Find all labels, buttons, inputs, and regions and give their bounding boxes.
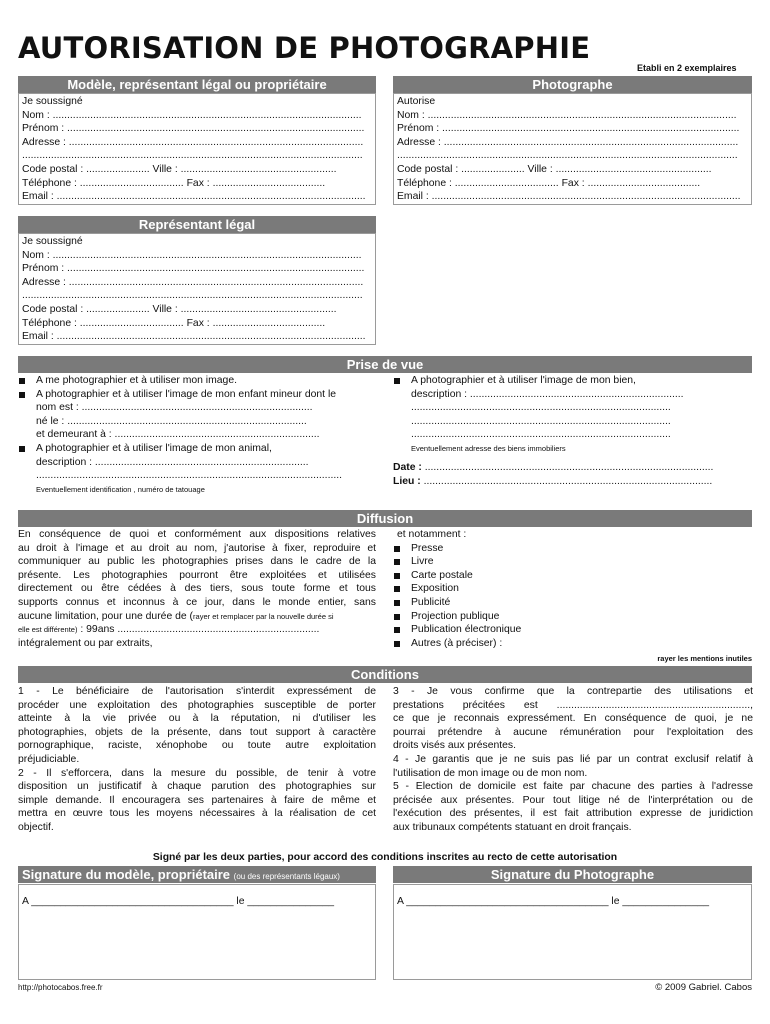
conditions-right [393, 685, 753, 837]
bullet-enfant-mineur[interactable]: A photographier et à utiliser l'image de mon enfant mineur dont le [18, 388, 378, 402]
animal-note: Eventuellement identification , numéro de tatouage [36, 484, 205, 494]
enfant-nom-field[interactable]: nom est : ................................................................................ [36, 402, 313, 414]
representant-cp-ville-field[interactable]: Code postal : ...................... Ville : ...................................................... [22, 303, 337, 315]
lieu-dots: .................................................................................................... [420, 475, 713, 487]
condition-line: 5 - Election de domicile est faite par chacune des parties à l'adresse [393, 781, 753, 793]
condition-line: droits visés aux présentes. [393, 740, 517, 752]
condition-line: disposition un justificatif à chaque parution des photographies sur [18, 781, 376, 793]
diffusion-item-exposition[interactable]: Exposition [393, 582, 753, 596]
conditions-left [18, 685, 376, 837]
modele-box [18, 93, 376, 205]
section-header-conditions: Conditions [18, 666, 752, 683]
bullet-bien[interactable]: A photographier et à utiliser l'image de mon bien, [393, 374, 753, 388]
diffusion-item-livre[interactable]: Livre [393, 555, 753, 569]
diffusion-line: directement ou être cédées à des tiers, sous toute forme et tous [18, 583, 376, 595]
condition-line: simple demande. Il encouragera ses partenaires à faire de même et [18, 794, 376, 806]
signature-agreement-text: Signé par les deux parties, pour accord des conditions inscrites au recto de cette autorisation [152, 852, 618, 863]
photographe-nom-field[interactable]: Nom : ........................................................................................................... [397, 109, 737, 121]
diffusion-item-publicite[interactable]: Publicité [393, 596, 753, 610]
prise-de-vue-right [393, 374, 753, 498]
photographe-email-field[interactable]: Email : ........................................................................................................... [397, 191, 741, 203]
representant-line: Je soussigné [22, 236, 83, 247]
photographe-line: Autorise [397, 96, 436, 107]
condition-line: atteinte à la vie privée ou à la réputation, ni d'utiliser les [18, 713, 376, 725]
bien-description4-field[interactable]: .......................................................................................... [411, 429, 671, 441]
photographe-prenom-field[interactable]: Prénom : ....................................................................................................... [397, 123, 740, 135]
representant-prenom-field[interactable]: Prénom : ....................................................................................................... [22, 263, 365, 275]
modele-cp-ville-field[interactable]: Code postal : ...................... Ville : ...................................................... [22, 163, 337, 175]
section-header-photographe: Photographe [393, 76, 752, 93]
photographe-tel-fax-field[interactable]: Téléphone : .................................... Fax : ....................................... [397, 177, 701, 189]
representant-tel-fax-field[interactable]: Téléphone : .................................... Fax : ....................................... [22, 317, 326, 329]
diffusion-list [393, 528, 753, 652]
enfant-ne-field[interactable]: né le : ................................................................................... [36, 415, 307, 427]
notamment-label: et notamment : [397, 529, 467, 540]
condition-line: pornographique, raciste, xénophobe ou toute autre exploitation [18, 740, 376, 752]
duree-field[interactable]: : 99ans ...................................................................... [77, 624, 320, 636]
animal-description-field[interactable]: description : .......................................................................... [36, 456, 309, 468]
bien-description2-field[interactable]: .......................................................................................... [411, 402, 671, 414]
representant-email-field[interactable]: Email : ........................................................................................................... [22, 331, 366, 343]
bullet-animal[interactable]: A photographier et à utiliser l'image de mon animal, [18, 442, 378, 456]
diffusion-line: En conséquence de quoi et conformément aux dispositions relatives [18, 529, 376, 540]
condition-line: aux tribunaux compétents statuant en droit français. [393, 821, 632, 833]
copies-note: Etabli en 2 exemplaires [637, 63, 737, 73]
diffusion-line: communiquer au public les photographies prises dans le cadre de la [18, 556, 376, 568]
representant-adresse-field[interactable]: Adresse : ...................................................................................................... [22, 276, 364, 288]
signature-photographe-line[interactable]: A ___________________________________ le _______________ [397, 896, 710, 907]
date-label: Date : [393, 461, 422, 473]
signature-modele-line[interactable]: A ___________________________________ le _______________ [22, 896, 335, 907]
diffusion-item-projection[interactable]: Projection publique [393, 610, 753, 624]
diffusion-duree-text: aucune limitation, pour une durée de ( [18, 610, 194, 622]
condition-line: objectif. [18, 821, 54, 833]
diffusion-text [18, 528, 376, 652]
condition-line: préjudiciable. [18, 753, 80, 765]
condition-line: procéder une exploitation des photographies susceptible de porter [18, 699, 376, 711]
condition-line: ce que je reconnais expressément. En conséquence de quoi, je ne [393, 713, 753, 725]
section-header-representant: Représentant légal [18, 216, 376, 233]
diffusion-item-autres[interactable]: Autres (à préciser) : [393, 637, 753, 651]
modele-nom-field[interactable]: Nom : ........................................................................................................... [22, 109, 362, 121]
enfant-demeurant-field[interactable]: et demeurant à : ....................................................................... [36, 429, 320, 441]
lieu-label: Lieu : [393, 475, 421, 487]
signature-modele-box[interactable] [18, 884, 376, 980]
animal-description2-field[interactable]: .......................................................................................................... [36, 470, 343, 482]
signature-modele-subtitle: (ou des représentants légaux) [233, 872, 340, 881]
diffusion-item-presse[interactable]: Presse [393, 542, 753, 556]
duree-small-note-b: elle est différente) [18, 625, 78, 635]
diffusion-item-carte-postale[interactable]: Carte postale [393, 569, 753, 583]
condition-line: 1 - Le bénéficiaire de l'autorisation s'interdit expressément de [18, 686, 376, 697]
representant-box [18, 233, 376, 345]
condition-line: précisée aux présentes. Pour tout litige né de l'interprétation ou de [393, 794, 753, 806]
bullet-me-photographier[interactable]: A me photographier et à utiliser mon image. [18, 374, 378, 388]
representant-adresse2-field[interactable]: ...................................................................................................................... [22, 290, 363, 302]
diffusion-line: supports connus et inconnus à ce jour, dans le monde entier, sans [18, 596, 376, 608]
condition-line: mettra en œuvre tous les moyens nécessaires à la réalisation de cet [18, 808, 376, 820]
condition-line: photographies, objets de la présente, dans tout support à caractère [18, 726, 376, 738]
photographe-box [393, 93, 752, 205]
bien-description-field[interactable]: description : .......................................................................... [411, 388, 684, 400]
photographe-adresse2-field[interactable]: ...................................................................................................................... [397, 150, 738, 162]
bien-note: Eventuellement adresse des biens immobiliers [411, 443, 566, 453]
prise-de-vue-left [18, 374, 378, 498]
section-header-modele: Modèle, représentant légal ou propriétaire [18, 76, 376, 93]
modele-adresse2-field[interactable]: ...................................................................................................................... [22, 150, 363, 162]
modele-prenom-field[interactable]: Prénom : ....................................................................................................... [22, 123, 365, 135]
contrepartie-field[interactable]: prestations précitées est ..................................................................., [393, 699, 753, 711]
lieu-field[interactable] [393, 475, 753, 489]
date-field[interactable] [393, 461, 753, 475]
condition-line: l'utilisation de mon image ou de mon nom. [393, 767, 588, 779]
condition-line: 4 - Je garantis que je ne suis pas lié par un contrat exclusif relatif à [393, 753, 753, 765]
diffusion-line [18, 610, 376, 624]
diffusion-line: au droit à l'image et au droit au nom, j'autorise à fixer, reproduire et [18, 542, 376, 554]
rayer-note: rayer les mentions inutiles [657, 654, 752, 663]
modele-tel-fax-field[interactable]: Téléphone : .................................... Fax : ....................................... [22, 177, 326, 189]
signature-modele-title: Signature du modèle, propriétaire [22, 867, 231, 882]
photographe-adresse-field[interactable]: Adresse : ...................................................................................................... [397, 136, 739, 148]
footer-url[interactable]: http://photocabos.free.fr [18, 983, 103, 992]
footer-copyright: © 2009 Gabriel. Cabos [655, 982, 752, 993]
signature-photographe-box[interactable] [393, 884, 752, 980]
photographe-cp-ville-field[interactable]: Code postal : ...................... Ville : ...................................................... [397, 163, 712, 175]
duree-small-note-a: rayer et remplacer par la nouvelle durée si [193, 611, 334, 621]
condition-line: 2 - Il s'efforcera, dans la mesure du possible, de tenir à votre [18, 767, 376, 779]
condition-line: l'exécution des présentes, il est fait attribution expresse de juridiction [393, 808, 753, 820]
section-header-diffusion: Diffusion [18, 510, 752, 527]
diffusion-item-publication[interactable]: Publication électronique [393, 623, 753, 637]
condition-line: 3 - Je vous confirme que la contrepartie des utilisations et [393, 686, 753, 697]
modele-adresse-field[interactable]: Adresse : ...................................................................................................... [22, 136, 364, 148]
diffusion-line: présente. Les photographies pourront être exploitées et utilisées [18, 569, 376, 581]
diffusion-line: intégralement ou par extraits, [18, 637, 153, 649]
section-header-signature-photographe: Signature du Photographe [393, 866, 752, 883]
page-title: AUTORISATION DE PHOTOGRAPHIE [18, 31, 591, 65]
date-dots: .................................................................................................... [421, 461, 714, 473]
representant-nom-field[interactable]: Nom : ........................................................................................................... [22, 249, 362, 261]
section-header-signature-modele [18, 866, 376, 883]
modele-email-field[interactable]: Email : ........................................................................................................... [22, 191, 366, 203]
diffusion-line [18, 623, 376, 637]
bien-description3-field[interactable]: .......................................................................................... [411, 415, 671, 427]
section-header-prise-de-vue: Prise de vue [18, 356, 752, 373]
modele-line: Je soussigné [22, 96, 83, 107]
condition-line: pourrai prétendre à aucune rémunération pour l'exploitation des [393, 726, 753, 738]
